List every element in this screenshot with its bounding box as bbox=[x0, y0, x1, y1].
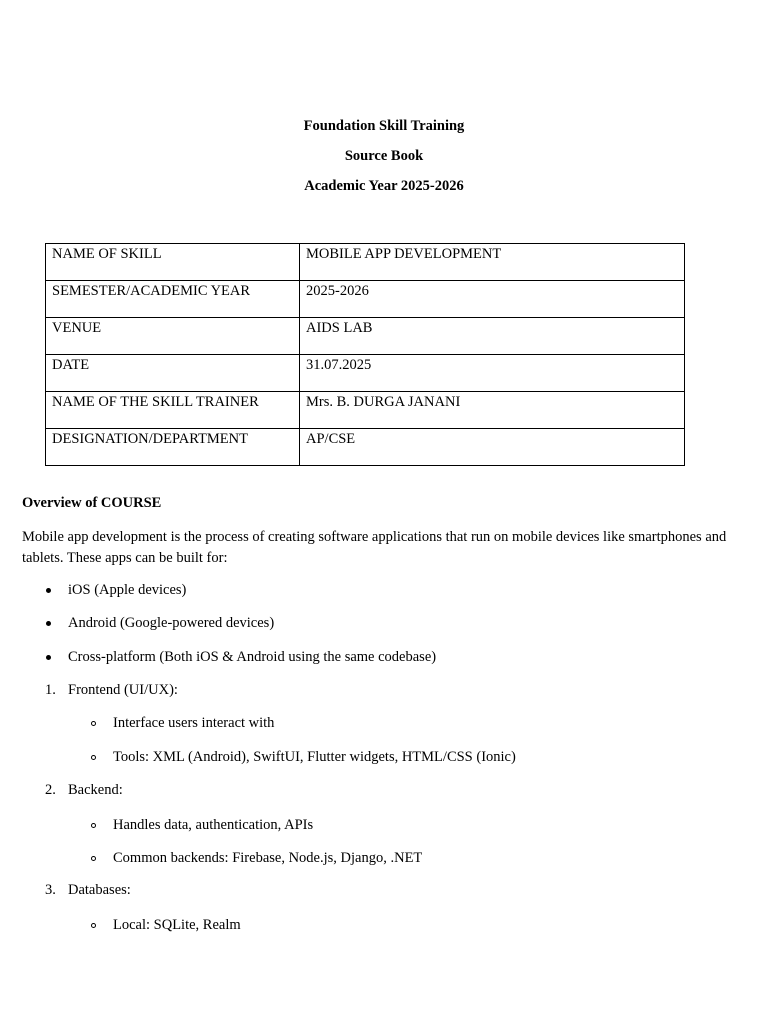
doc-subtitle: Source Book bbox=[344, 148, 424, 164]
bullet-icon bbox=[46, 588, 51, 593]
academic-year-heading: Academic Year 2025-2026 bbox=[304, 178, 464, 194]
table-row bbox=[46, 429, 685, 466]
circle-bullet-icon bbox=[91, 856, 96, 861]
table-key-cell: SEMESTER/ACADEMIC YEAR bbox=[46, 281, 300, 318]
table-value-cell: AIDS LAB bbox=[300, 318, 685, 355]
numbered-item-label: Backend: bbox=[68, 782, 123, 798]
table-row bbox=[46, 244, 685, 281]
table-key-cell: NAME OF THE SKILL TRAINER bbox=[46, 392, 300, 429]
list-number: 1. bbox=[45, 682, 56, 698]
sub-list-item: Handles data, authentication, APIs bbox=[113, 817, 314, 833]
table-key-cell: DATE bbox=[46, 355, 300, 392]
table-value-cell: 2025-2026 bbox=[300, 281, 685, 318]
table-value-cell: 31.07.2025 bbox=[300, 355, 685, 392]
sub-list-item: Interface users interact with bbox=[113, 715, 275, 731]
circle-bullet-icon bbox=[91, 721, 96, 726]
list-number: 2. bbox=[45, 782, 56, 798]
sub-list-item: Tools: XML (Android), SwiftUI, Flutter widgets, HTML/CSS (Ionic) bbox=[113, 749, 516, 765]
list-item: Android (Google-powered devices) bbox=[68, 615, 275, 631]
overview-heading: Overview of COURSE bbox=[22, 495, 162, 511]
table-row bbox=[46, 392, 685, 429]
overview-paragraph: Mobile app development is the process of creating software applications that run on mobile devices like smartphones and tablets. These apps can be built for: bbox=[22, 529, 727, 566]
table-value-cell: MOBILE APP DEVELOPMENT bbox=[300, 244, 685, 281]
list-item: Cross-platform (Both iOS & Android using the same codebase) bbox=[68, 649, 437, 665]
table-row bbox=[46, 355, 685, 392]
circle-bullet-icon bbox=[91, 755, 96, 760]
table-key-cell: DESIGNATION/DEPARTMENT bbox=[46, 429, 300, 466]
bullet-icon bbox=[46, 655, 51, 660]
skill-info-table bbox=[45, 243, 685, 466]
bullet-icon bbox=[46, 621, 51, 626]
table-row bbox=[46, 281, 685, 318]
table-value-cell: Mrs. B. DURGA JANANI bbox=[300, 392, 685, 429]
doc-title: Foundation Skill Training bbox=[303, 118, 465, 134]
table-value-cell: AP/CSE bbox=[300, 429, 685, 466]
sub-list-item: Local: SQLite, Realm bbox=[113, 917, 241, 933]
list-number: 3. bbox=[45, 882, 56, 898]
numbered-item-label: Databases: bbox=[68, 882, 131, 898]
circle-bullet-icon bbox=[91, 923, 96, 928]
table-row bbox=[46, 318, 685, 355]
numbered-item-label: Frontend (UI/UX): bbox=[68, 682, 178, 698]
table-key-cell: VENUE bbox=[46, 318, 300, 355]
list-item: iOS (Apple devices) bbox=[68, 582, 187, 598]
circle-bullet-icon bbox=[91, 823, 96, 828]
sub-list-item: Common backends: Firebase, Node.js, Django, .NET bbox=[113, 850, 423, 866]
table-key-cell: NAME OF SKILL bbox=[46, 244, 300, 281]
